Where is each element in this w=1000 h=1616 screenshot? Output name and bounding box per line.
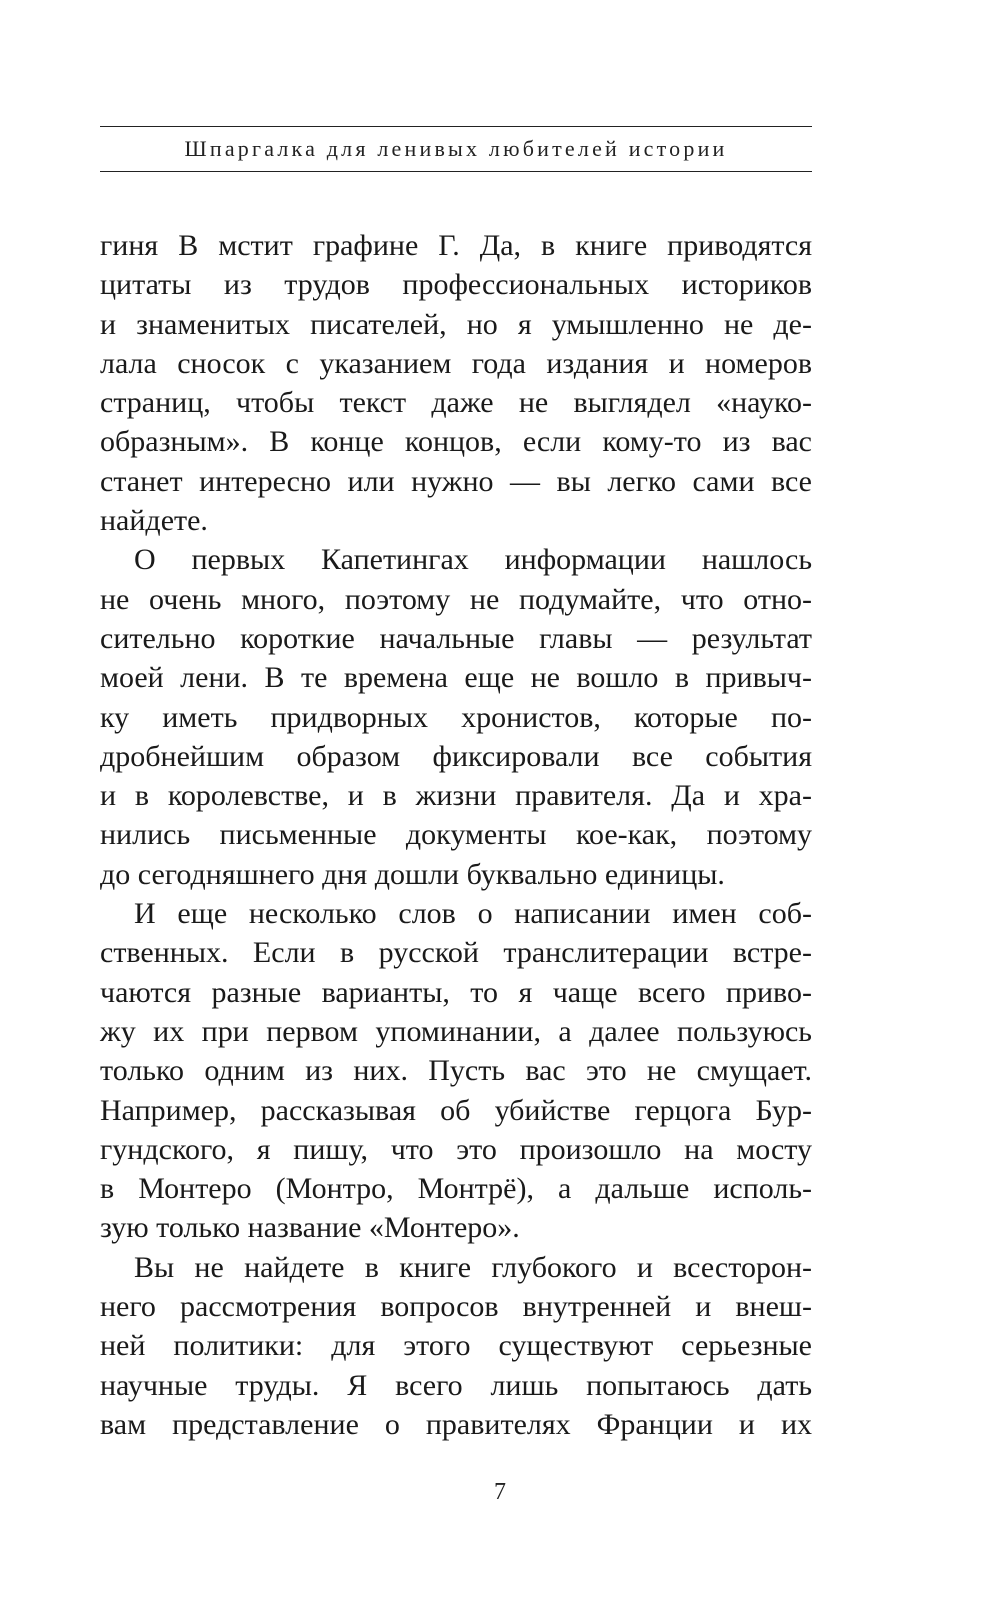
text-line: в Монтеро (Монтро, Монтрё), а дальше исполь- [100, 1172, 812, 1206]
body-text [100, 226, 812, 1444]
text-line: Вы не найдете в книге глубокого и всесторон- [134, 1250, 812, 1284]
text-line: только одним из них. Пусть вас это не смущает. [100, 1054, 812, 1088]
header-bottom-rule [100, 171, 812, 172]
text-line: жу их при первом упоминании, а далее пользуюсь [100, 1014, 812, 1048]
text-line: страниц, чтобы текст даже не выглядел «науко- [100, 386, 812, 420]
text-line: лала сносок с указанием года издания и номеров [100, 346, 812, 380]
text-line: О первых Капетингах информации нашлось [134, 543, 812, 577]
paragraph [100, 226, 812, 540]
text-line: ку иметь придворных хронистов, которые по- [100, 700, 812, 734]
text-line: станет интересно или нужно — вы легко сами все [100, 464, 812, 498]
text-line: И еще несколько слов о написании имен соб- [134, 897, 812, 931]
text-line: и знаменитых писателей, но я умышленно не де- [100, 307, 812, 341]
text-line: и в королевстве, и в жизни правителя. Да и хра- [100, 779, 812, 813]
text-line: вам представление о правителях Франции и их [100, 1407, 812, 1441]
text-line: не очень много, поэтому не подумайте, что отно- [100, 582, 812, 616]
text-line: до сегодняшнего дня дошли буквально единицы. [100, 857, 725, 891]
text-line: цитаты из трудов профессиональных историков [100, 268, 812, 302]
paragraph [100, 894, 812, 1248]
text-line: образным». В конце концов, если кому-то из вас [100, 425, 812, 459]
text-line: нились письменные документы кое-как, поэтому [100, 818, 812, 852]
text-line: Например, рассказывая об убийстве герцога Бур- [100, 1093, 812, 1127]
text-line: ней политики: для этого существуют серьезные [100, 1329, 812, 1363]
text-line: него рассмотрения вопросов внутренней и внеш- [100, 1290, 812, 1324]
text-line: сительно короткие начальные главы — результат [100, 621, 812, 655]
text-line: гиня В мстит графине Г. Да, в книге приводятся [100, 229, 812, 262]
paragraph [100, 540, 812, 894]
running-header [100, 126, 812, 172]
text-line: дробнейшим образом фиксировали все события [100, 739, 812, 773]
text-line: гундского, я пишу, что это произошло на мосту [100, 1132, 812, 1166]
text-line: моей лени. В те времена еще не вошло в привыч- [100, 661, 812, 695]
text-line: чаются разные варианты, то я чаще всего приво- [100, 975, 812, 1009]
text-line: научные труды. Я всего лишь попытаюсь дать [100, 1368, 812, 1402]
page-number: 7 [494, 1479, 506, 1505]
text-line: зую только название «Монтеро». [100, 1211, 520, 1245]
paragraph [100, 1248, 812, 1444]
running-title: Шпаргалка для ленивых любителей истории [184, 136, 728, 161]
text-line: найдете. [100, 504, 208, 538]
text-line: ственных. Если в русской транслитерации встре- [100, 936, 812, 970]
